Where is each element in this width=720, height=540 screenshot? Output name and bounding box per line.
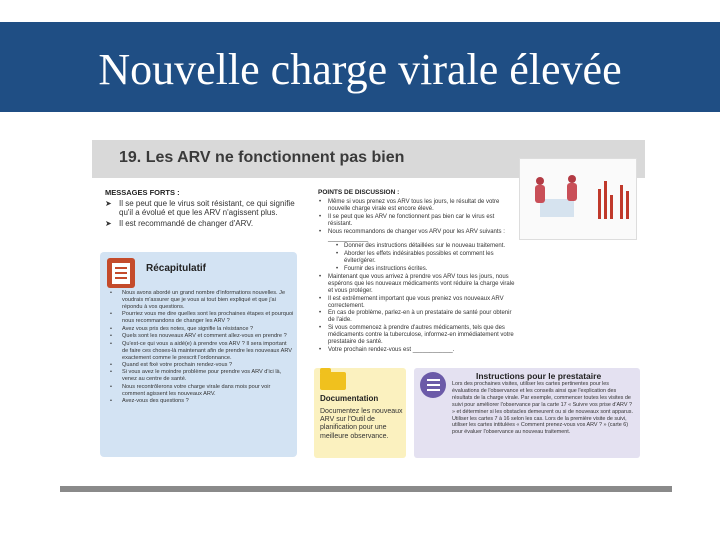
talking-point: • En cas de problème, parlez-en à un prestataire de santé pour obtenir de l'aide.: [318, 310, 518, 324]
summary-item: • Quels sont les nouveaux ARV et comment allez-vous en prendre ?: [108, 333, 294, 340]
summary-item: • Avez-vous des questions ?: [108, 398, 294, 405]
summary-box: [100, 252, 297, 457]
key-messages: [105, 188, 300, 231]
summary-title: Récapitulatif: [146, 263, 207, 274]
provider-instructions-title: Instructions pour le prestataire: [476, 371, 602, 381]
clipboard-icon: [107, 258, 135, 288]
consultation-illustration: [519, 158, 637, 240]
key-messages-heading: MESSAGES FORTS :: [105, 188, 180, 197]
document-card: [92, 140, 645, 462]
talking-point: • Votre prochain rendez-vous est ____________.: [318, 347, 518, 354]
summary-item: • Qu'est-ce qui vous a aidé(e) à prendre vos ARV ? Il sera important de faire ces choses-là maintenant afin de prendre les nouveaux ARV exactement comme le prescrit l'ordonnance.: [108, 341, 294, 362]
provider-instructions-text: Lors des prochaines visites, utiliser les cartes pertinentes pour les évaluations de l'observance et les conseils ainsi que l'explication des résultats de la charge virale. Par exemple, commencer toutes les visites de suivi pour améliorer l'observance par la carte 17 « Suivre vos prise d'ARV ? » et déterminer si les obstacles demeurent ou si de nouveaux sont apparus. Utiliser les cartes 7 à 16 selon les cas. Lors de la première visite de suivi, utiliser les cartes intitulées « Comment prenez-vous vos ARV ? » (carte 6) pour évaluer l'observance au nouveau traitement.: [452, 381, 633, 436]
talking-point: • Il est extrêmement important que vous preniez vos nouveaux ARV correctement.: [318, 296, 518, 310]
summary-item: • Si vous avez le moindre problème pour prendre vos ARV d'ici là, venez au centre de santé.: [108, 369, 294, 383]
talking-point: • Nous recommandons de changer vos ARV pour les ARV suivants : ____________: [318, 229, 518, 243]
talking-point-sub: • Aborder les effets indésirables possibles et comment les éviter/gérer.: [318, 251, 518, 265]
folder-icon: [320, 372, 346, 390]
summary-list: [108, 290, 294, 406]
key-messages-list: [105, 199, 300, 229]
talking-point-sub: • Fournir des instructions écrites.: [318, 266, 518, 273]
summary-item: • Nous recontrôlerons votre charge virale dans mois pour voir comment agissent les nouveaux ARV.: [108, 384, 294, 398]
summary-item: • Pourriez vous me dire quelles sont les prochaines étapes et pourquoi nous recommandons de changer les ARV ?: [108, 311, 294, 325]
arrow-icon: ➤: [105, 219, 112, 229]
checklist-icon: [420, 372, 446, 398]
talking-point-sub: • Donner des instructions détaillées sur le nouveau traitement.: [318, 243, 518, 250]
key-message-item: [105, 199, 300, 217]
documentation-title: Documentation: [320, 394, 379, 403]
summary-item: • Nous avons abordé un grand nombre d'informations nouvelles. Je voudrais m'assurer que je vous ai tout bien expliqué et que j'ai répondu à vos questions.: [108, 290, 294, 311]
talking-points-list: [318, 199, 518, 354]
talking-points-heading: POINTS DE DISCUSSION :: [318, 189, 400, 196]
key-message-text: Il se peut que le virus soit résistant, ce qui signifie qu'il a évolué et que les ARV n'agissent plus.: [119, 199, 295, 218]
talking-point: • Si vous commencez à prendre d'autres médicaments, tels que des médicaments contre la tuberculose, informez-en immédiatement votre prestataire de santé.: [318, 325, 518, 346]
provider-instructions-box: [414, 368, 640, 458]
talking-point: • Même si vous prenez vos ARV tous les jours, le résultat de votre nouvelle charge virale est encore élevé.: [318, 199, 518, 213]
summary-item: • Quand est fixé votre prochain rendez-vous ?: [108, 362, 294, 369]
summary-item: • Avez vous pris des notes, que signifie la résistance ?: [108, 326, 294, 333]
key-message-text: Il est recommandé de changer d'ARV.: [119, 219, 254, 229]
documentation-box: [314, 368, 406, 458]
slide-title: Nouvelle charge virale élevée: [98, 45, 622, 94]
footer-rule: [60, 486, 672, 492]
key-message-item: [105, 219, 300, 228]
documentation-text: Documentez les nouveaux ARV sur l'Outil de planification pour une meilleure observance.: [320, 408, 403, 440]
talking-point: • Maintenant que vous arrivez à prendre vos ARV tous les jours, nous espérons que les nouveaux médicaments vont réduire la charge virale et vous protéger.: [318, 274, 518, 295]
talking-point: • Il se peut que les ARV ne fonctionnent pas bien car le virus est résistant.: [318, 214, 518, 228]
arrow-icon: ➤: [105, 199, 112, 208]
document-title: 19. Les ARV ne fonctionnent pas bien: [119, 149, 405, 166]
